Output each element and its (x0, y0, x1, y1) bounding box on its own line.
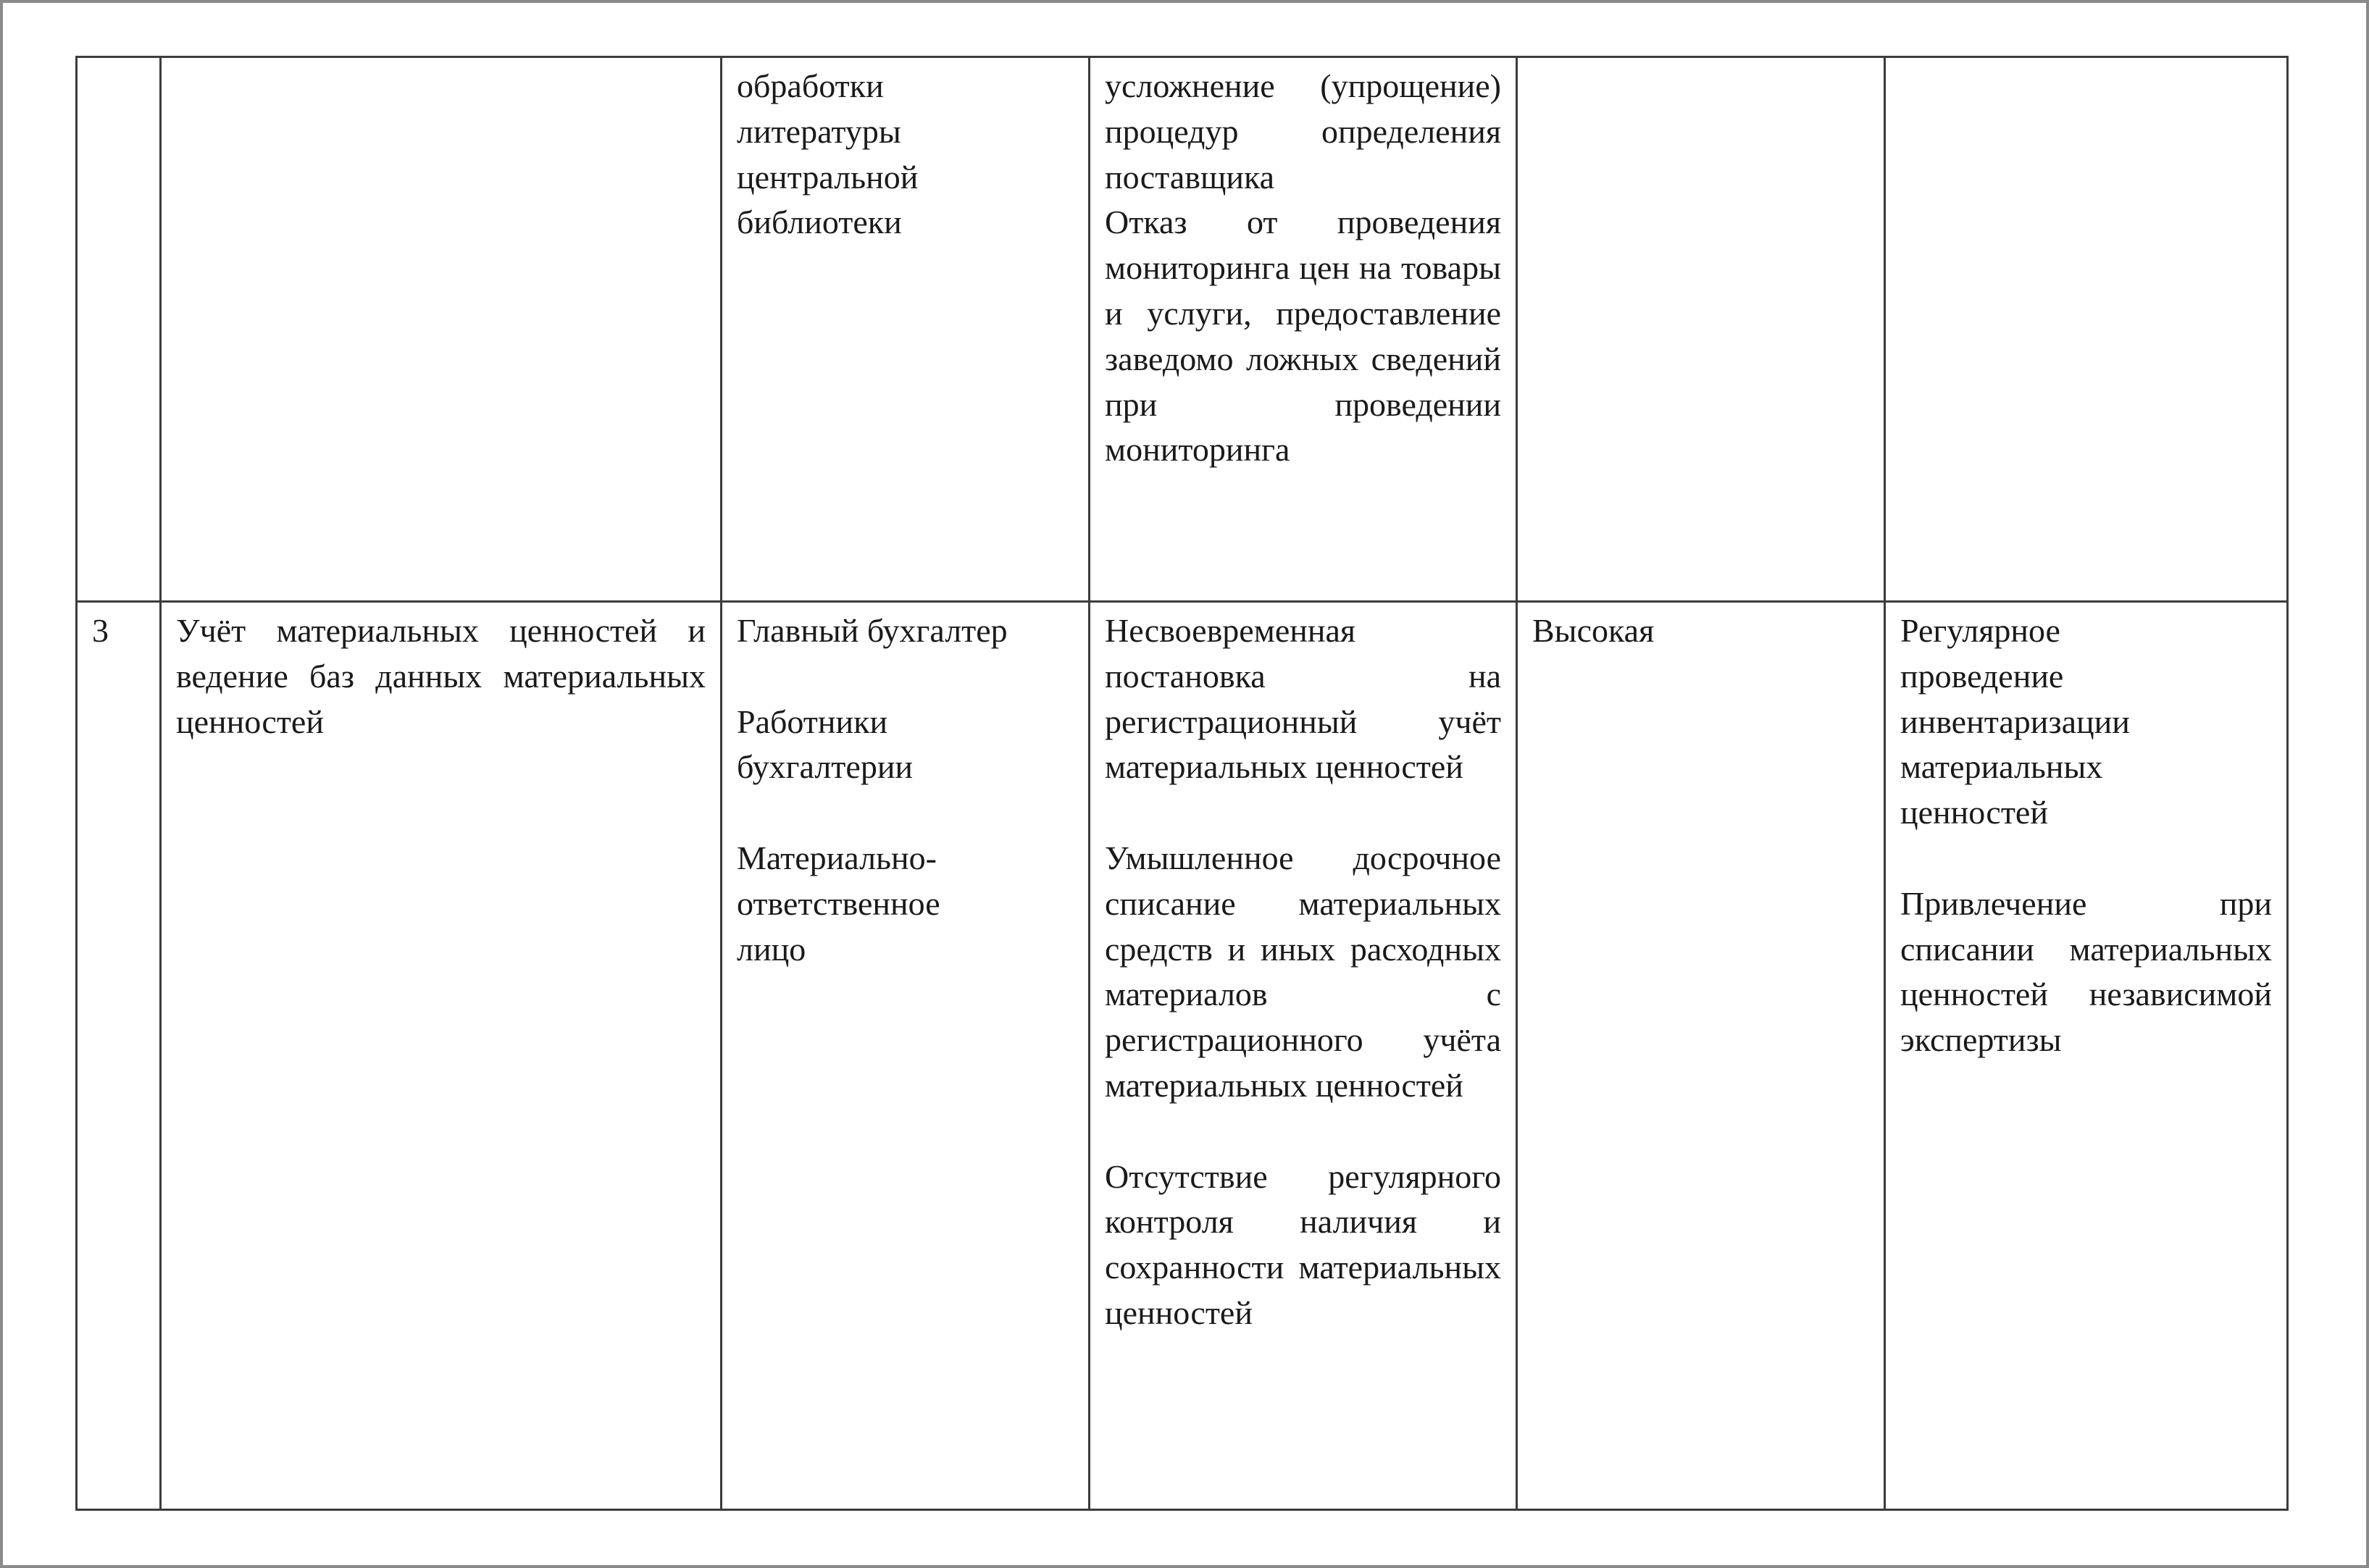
position-item: Главный бухгалтер (737, 612, 1008, 649)
risk-table (75, 56, 2289, 1511)
cell-position (722, 602, 1090, 1510)
cell-number (77, 57, 161, 602)
position-item: Работники бухгалтерии (737, 703, 914, 786)
cell-risk (1090, 57, 1517, 602)
cell-process: Учёт материальных ценностей и ведение баз данных материальных ценностей (161, 602, 722, 1510)
cell-measures (1885, 57, 2288, 602)
cell-level: Высокая (1517, 602, 1885, 1510)
risk-item: Отказ от проведения мониторинга цен на товары и услуги, предоставление заведомо ложных сведений при проведении мониторинга (1105, 204, 1501, 469)
cell-level (1517, 57, 1885, 602)
measure-item: Регулярное проведение инвентаризации материальных ценностей (1900, 612, 2130, 831)
cell-risk (1090, 602, 1517, 1510)
cell-number: 3 (77, 602, 161, 1510)
table-row (77, 57, 2288, 602)
measure-item: Привлечение при списании материальных ценностей независимой экспертизы (1900, 884, 2272, 1059)
position-item: Материально-ответственное лицо (737, 839, 940, 968)
cell-position: обработки литературы центральной библиотеки (722, 57, 1090, 602)
risk-item: Отсутствие регулярного контроля наличия и сохранности материальных ценностей (1105, 1157, 1501, 1331)
risk-item: усложнение (упрощение) процедур определения поставщика (1105, 67, 1501, 196)
risk-item: Несвоевременная постановка на регистрационный учёт материальных ценностей (1105, 612, 1501, 786)
cell-measures (1885, 602, 2288, 1510)
table-row (77, 602, 2288, 1510)
risk-item: Умышленное досрочное списание материальных средств и иных расходных материалов с регистрационного учёта материальных ценностей (1105, 839, 1501, 1104)
cell-process (161, 57, 722, 602)
